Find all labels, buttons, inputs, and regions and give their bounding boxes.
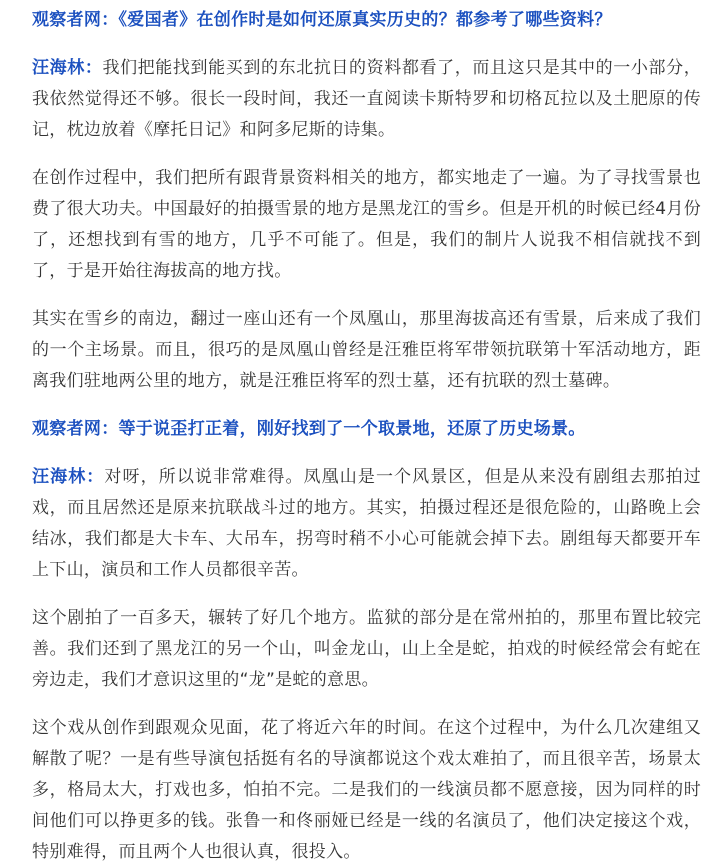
answer-text: 对呀，所以说非常难得。凤凰山是一个风景区，但是从来没有剧组去那拍过戏，而且居然还是原来抗联战斗过的地方。其实，拍摄过程还是很危险的，山路晚上会结冰，我们都是大卡车、大吊车，拐弯时稍不小心可能就会掉下去。剧组每天都要开车上下山，演员和工作人员都很辛苦。 (32, 467, 702, 580)
answer-paragraph (32, 53, 701, 146)
body-paragraph: 这个剧拍了一百多天，辗转了好几个地方。监狱的部分是在常州拍的，那里布置比较完善。我们还到了黑龙江的另一个山，叫金龙山，山上全是蛇，拍戏的时候经常会有蛇在旁边走，我们才意识这里的“龙”是蛇的意思。 (32, 608, 701, 690)
speaker-label: 汪海林： (32, 58, 103, 78)
body-paragraph: 这个戏从创作到跟观众见面，花了将近六年的时间。在这个过程中，为什么几次建组又解散了呢？一是有些导演包括挺有名的导演都说这个戏太难拍了，而且很辛苦，场景太多，格局太大，打戏也多，怕拍不完。二是我们的一线演员都不愿意接，因为同样的时间他们可以挣更多的钱。张鲁一和佟丽娅已经是一线的名演员了，他们决定接这个戏，特别难得，而且两个人也很认真，很投入。 (32, 718, 701, 862)
answer-paragraph (32, 462, 701, 586)
speaker-label: 汪海林： (32, 467, 105, 487)
question-paragraph: 观察者网：等于说歪打正着，刚好找到了一个取景地，还原了历史场景。 (32, 419, 586, 439)
body-paragraph: 在创作过程中，我们把所有跟背景资料相关的地方，都实地走了一遍。为了寻找雪景也费了很大功夫。中国最好的拍摄雪景的地方是黑龙江的雪乡。但是开机的时候已经4月份了，还想找到有雪的地方，几乎不可能了。但是，我们的制片人说我不相信就找不到了，于是开始往海拔高的地方找。 (32, 168, 701, 281)
answer-text: 我们把能找到能买到的东北抗日的资料都看了，而且这只是其中的一小部分，我依然觉得还不够。很长一段时间，我还一直阅读卡斯特罗和切格瓦拉以及土肥原的传记，枕边放着《摩托日记》和阿多尼斯的诗集。 (32, 58, 701, 140)
body-paragraph: 其实在雪乡的南边，翻过一座山还有一个凤凰山，那里海拔高还有雪景，后来成了我们的一个主场景。而且，很巧的是凤凰山曾经是汪雅臣将军带领抗联第十军活动地方，距离我们驻地两公里的地方，就是汪雅臣将军的烈士墓，还有抗联的烈士墓碑。 (32, 309, 701, 391)
question-paragraph: 观察者网：《爱国者》在创作时是如何还原真实历史的？都参考了哪些资料？ (32, 10, 612, 30)
